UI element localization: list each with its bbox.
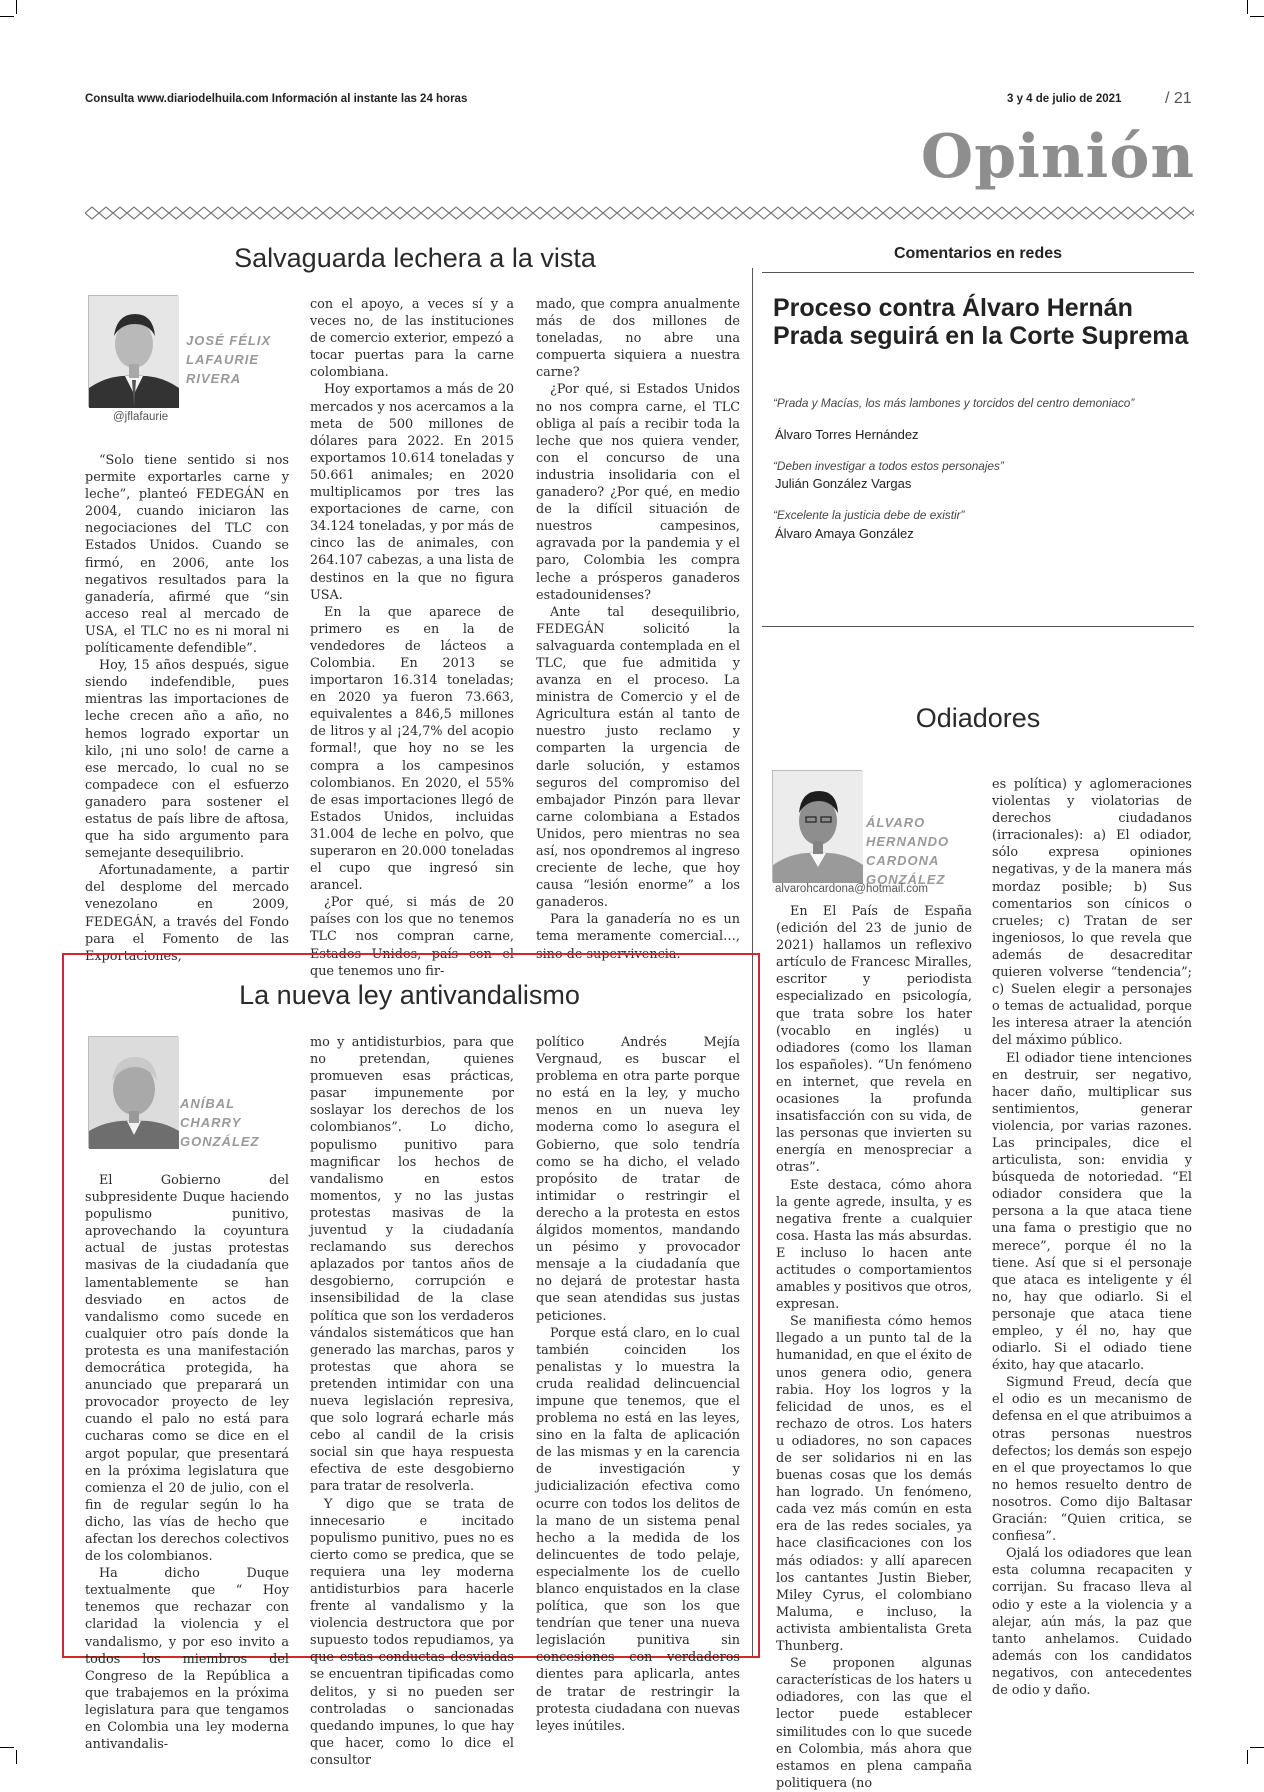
article-column-salvaguarda-1 <box>85 452 289 964</box>
crop-mark <box>0 16 14 17</box>
page-number: / 21 <box>1165 90 1192 107</box>
paragraph: Se proponen algunas características de los haters u odiadores, con las que el lector puede establecer similitudes con lo que sucede en Colombia, más ahora que estamos en plena campaña politiquera (no <box>776 1656 972 1791</box>
article-column-ley-3 <box>536 1034 740 1734</box>
article-title-salvaguarda: Salvaguarda lechera a la vista <box>234 243 596 273</box>
article-title-ley: La nueva ley antivandalismo <box>239 980 580 1010</box>
article-column-odiadores-2 <box>992 776 1192 1698</box>
author-photo-lafaurie <box>88 295 178 407</box>
paragraph: Hoy exportamos a más de 20 mercados y nos acercamos a la meta de 500 millones de dólares para 2022. En 2015 exportamos 10.614 toneladas y 50.661 animales; en 2020 multiplicamos por tres las exportaciones de carne, con 34.124 toneladas, y por más de cinco las de animales, con 264.107 cabezas, a una lista de destinos en la que no figura USA. <box>310 382 514 603</box>
paragraph: “Solo tiene sentido si nos permite exportarles carne y leche”, planteó FEDEGÁN en 2004, cuando iniciaron las negociaciones del TLC con Estados Unidos. Cuando se firmó, en 2006, ante los negativos resultados para la ganadería, afirmé que “sin acceso real al mercado de USA, el TLC no es ni moral ni políticamente defendible”. <box>85 453 289 657</box>
crop-mark <box>16 0 17 14</box>
paragraph: Ojalá los odiadores que lean esta columna recapaciten y corrijan. Su fracaso lleva al odio y este a la violencia y a alejar, aún más, la paz que tanto anhelamos. Cuidado además con los candidatos negativos, con antecedentes de odio y daño. <box>992 1546 1192 1698</box>
divider-bottom-comentarios <box>762 626 1194 627</box>
paragraph: Hoy, 15 años después, sigue siendo indefendible, pues mientras las importaciones de leche crecen año a año, no hemos logrado exportar un kilo, ¡ni uno solo! de carne a ese mercado, lo cual no se compadece con el esfuerzo ganadero para sostener el estatus de país libre de aftosa, que ha sido argumento para semejante desequilibrio. <box>85 658 289 862</box>
paragraph: ¿Por qué, si más de 20 países con los que no tenemos TLC nos compran carne, Estados Unidos, país con el que tenemos uno fir- <box>310 895 514 979</box>
author-name-cardona: ÁLVARO HERNANDO CARDONA GONZÁLEZ <box>866 815 950 887</box>
paragraph: mado, que compra anualmente más de dos millones de toneladas, no abre una compuerta siquiera a nuestra carne? <box>536 297 740 381</box>
paragraph: En El País de España (edición del 23 de junio de 2021) hallamos un reflexivo artículo de Francesc Miralles, escritor y periodista especializado en psicología, que trata sobre los hater (vocablo en inglés) u odiadores (como los llaman los españoles). “Un fenómeno en internet, que revela en ocasiones la profunda insatisfacción con su vida, de las personas que invierten su energía en menospreciar a otras”. <box>776 904 972 1176</box>
paragraph: con el apoyo, a veces sí y a veces no, de las instituciones de comercio exterior, empezó a tocar puertas para la carne colombiana. <box>310 297 514 381</box>
article-column-ley-2 <box>310 1034 514 1768</box>
decorative-border <box>85 206 1194 220</box>
comment-quote: “Excelente la justicia debe de existir” <box>773 508 965 522</box>
paragraph: Y digo que se trata de innecesario e incitado populismo punitivo, pues no es cierto como se predica, que se requiera una ley moderna antidisturbios para hacerle frente al vandalismo y la violencia destructora que por supuesto todos repudiamos, ya que estas conductas desviadas se encuentran tipificadas como delitos, y si no pueden ser controladas o sancionadas quedando impunes, lo que hay que hacer, como lo dice el consultor <box>310 1496 514 1768</box>
paragraph: Para la ganadería no es un tema meramente comercial…, sino de supervivencia. <box>536 912 740 962</box>
author-photo-cardona <box>772 770 862 882</box>
author-name-lafaurie: JOSÉ FÉLIX LAFAURIE RIVERA <box>186 333 272 386</box>
divider-top-comentarios <box>762 272 1194 273</box>
crop-mark <box>1250 1747 1264 1748</box>
comment-author: Julián González Vargas <box>775 476 912 491</box>
paragraph: El Gobierno del subpresidente Duque haciendo populismo punitivo, aprovechando la coyuntura actual de justas protestas masivas de la ciudadanía que lamentablemente se han desviado en actos de vandalismo como sucede en cualquier otro país donde la protesta es una manifestación democrática protegida, ha anunciado que preparará un provocador proyecto de ley cuando el palo no está para cucharas como se dice en el argot popular, que presentará en la próxima legislatura que comienza el 20 de julio, con el fin de regular según lo ha dicho, las vías de hecho que afectan los derechos colectivos de los colombianos. <box>85 1173 289 1565</box>
paragraph: mo y antidisturbios, para que no pretendan, quienes promueven esas prácticas, pasar impunemente por soslayar los derechos de los colombianos”. Lo dicho, populismo punitivo para magnificar los hechos de vandalismo en estos momentos, y no las justas protestas masivas de la juventud y la ciudadanía reclamando sus derechos aplazados por tantos años de desgobierno, corrupción e insensibilidad de la clase política que son los verdaderos vándalos sistemáticos que han generado las marchas, paros y protestas que ahora se pretenden intimidar con una nueva legislación represiva, que solo logrará echarle más cebo al candil de la crisis social sin que haya respuesta efectiva de este desgobierno para tratar de resolverla. <box>310 1035 514 1495</box>
comment-author: Álvaro Torres Hernández <box>775 427 919 442</box>
crop-mark <box>0 1747 14 1748</box>
crop-mark <box>1247 0 1248 14</box>
comments-heading: Comentarios en redes <box>893 245 1063 262</box>
section-title: Opinión <box>920 122 1195 192</box>
article-column-salvaguarda-3 <box>536 296 740 962</box>
paragraph: Se manifiesta cómo hemos llegado a un punto tal de la humanidad, en que el éxito de unos genera odio, genera rabia. Hoy los logros y la felicidad de unos, es el rechazo de otros. Los haters u odiadores, no son capaces de ser solidarios ni en las buenas cosas que los demás han logrado. Un fenómeno, cada vez más común en esta era de las redes sociales, ya hace clasificaciones con los más odiados: y allí aparecen los cantantes Justin Bieber, Miley Cyrus, el colombiano Maluma, e incluso, la activista ambientalista Greta Thunberg. <box>776 1314 972 1655</box>
header-date: 3 y 4 de julio de 2021 <box>1007 93 1122 105</box>
paragraph: El odiador tiene intenciones en destruir, ser negativo, hacer daño, multiplicar sus sentimientos, generar violencia, por varias razones. Las principales, dice el articulista, son: envidia y búsqueda de notoriedad. “El odiador considera que la persona a la que ataca tiene una fama o prestigio que no merece”, porque él no la tiene. Así que si el personaje que ataca es inteligente y él no, hay que odiarlo. Si el personaje que ataca tiene empleo, y él no, hay que odiarlo. Si el odiado tiene éxito, hay que atacarlo. <box>992 1050 1192 1374</box>
crop-mark <box>1247 1750 1248 1764</box>
author-email-cardona: alvarohcardona@hotmail.com <box>775 883 928 895</box>
paragraph: Este destaca, cómo ahora la gente agrede, insulta, y es negativa frente a cualquier cosa. Hasta las más absurdas. E incluso lo hacen ante actitudes o comportamientos amables y positivos que otros, expresan. <box>776 1177 972 1313</box>
crop-mark <box>1250 16 1264 17</box>
comment-quote: “Deben investigar a todos estos personajes” <box>773 459 1004 473</box>
paragraph: es política) y aglomeraciones violentas y violatorias de derechos ciudadanos (irracionales): a) El odiador, sólo expresa opiniones negativas, y de la manera más mordaz posible; b) Sus comentarios son cínicos o crueles; c) Tratan de ser ingeniosos, lo que revela que además de desacreditar quieren volverse “tendencia”; c) Suelen elegir a personajes o temas de actualidad, porque les interesa atraer la atención del máximo público. <box>992 777 1192 1049</box>
paragraph: Afortunadamente, a partir del desplome del mercado venezolano en 2009, FEDEGÁN, a través del Fondo para el Fomento de las Exportaciones, <box>85 863 289 964</box>
article-column-odiadores-1 <box>776 903 972 1791</box>
paragraph: político Andrés Mejía Vergnaud, es buscar el problema en otra parte porque no está en la ley, y mucho menos en un nueva ley moderna como lo asegura el Gobierno, que solo tendría como se ha dicho, el velado propósito de tratar de intimidar o restringir el derecho a la protesta en estos álgidos momentos, mandando un pésimo y provocador mensaje a la ciudadanía que no dejará de protestar hasta que sean atendidas sus justas peticiones. <box>536 1035 740 1324</box>
article-column-ley-1 <box>85 1172 289 1753</box>
article-title-odiadores: Odiadores <box>915 703 1041 733</box>
paragraph: ¿Por qué, si Estados Unidos no nos compra carne, el TLC obliga al país a recibir toda la leche que nos quiera vender, con el concurso de una industria insolidaria con el ganadero? ¿Por qué, en medio de la difícil situación de nuestros campesinos, agravada por la pandemia y el paro, Colombia les compra leche a prósperos ganaderos estadounidenses? <box>536 382 740 603</box>
comment-quote: “Prada y Macías, los más lambones y torcidos del centro demoniaco” <box>773 396 1135 410</box>
author-photo-charry <box>88 1036 178 1148</box>
paragraph: Ha dicho Duque textualmente que “ Hoy tenemos que rechazar con claridad la violencia y el vandalismo, y por eso invito a todos los miembros del Congreso de la República a que trabajemos en la próxima legislatura para que tengamos en Colombia una ley moderna antivandalis- <box>85 1566 289 1753</box>
header-website-text: Consulta www.diariodelhuila.com Información al instante las 24 horas <box>85 93 468 105</box>
paragraph: Ante tal desequilibrio, FEDEGÁN solicitó la salvaguarda contemplada en el TLC, que fue admitida y avanza en el proceso. La ministra de Comercio y el de Agricultura están al tanto de nuestro justo reclamo y comparten la urgencia de darle solución, y estamos seguros del compromiso del embajador Pinzón para llevar carne colombiana a Estados Unidos, pero mientras no sea así, nos opondremos al ingreso creciente de leche, que hoy causa “lesión enorme” a los ganaderos. <box>536 604 740 911</box>
comment-author: Álvaro Amaya González <box>775 526 914 541</box>
paragraph: Porque está claro, en lo cual también coinciden los penalistas y lo muestra la cruda realidad delincuencial impune que tenemos, que el problema no está en las leyes, sino en la falta de aplicación de las mismas y en la carencia de investigación y judicialización efectiva como ocurre con todos los delitos de la mano de un sistema penal hecho a la medida de los delincuentes de todo pelaje, especialmente los de cuello blanco enquistados en la clase política, que son los que tendrían que tener una nueva legislación punitiva sin concesiones con verdaderos dientes para aplicarla, antes de tratar de restringir la protesta ciudadana con nuevas leyes inútiles. <box>536 1325 740 1734</box>
crop-mark <box>16 1750 17 1764</box>
article-column-salvaguarda-2 <box>310 296 514 979</box>
author-handle-lafaurie: @jflafaurie <box>113 411 169 423</box>
author-name-charry: ANÍBAL CHARRY GONZÁLEZ <box>180 1096 260 1149</box>
paragraph: En la que aparece de primero es en la de vendedores de lácteos a Colombia. En 2013 se importaron 16.314 toneladas; en 2020 ya fueron 73.663, equivalentes a 846,5 millones de litros y al ¡24,7% del acopio formal!, que hoy no se les compra a los campesinos colombianos. En 2020, el 55% de esas importaciones llegó de Estados Unidos, incluidas 31.004 de leche en polvo, que superaron en 20.000 toneladas el cupo que ingresó sin arancel. <box>310 604 514 894</box>
comments-news-title: Proceso contra Álvaro Hernán Prada seguirá en la Corte Suprema <box>773 294 1189 350</box>
paragraph: Sigmund Freud, decía que el odio es un mecanismo de defensa en el que atribuimos a otras personas nuestros defectos; los demás son espejo en el que proyectamos lo que no hemos resuelto dentro de nosotros. Como dijo Baltasar Gracián: “Quien critica, se confiesa”. <box>992 1375 1192 1545</box>
